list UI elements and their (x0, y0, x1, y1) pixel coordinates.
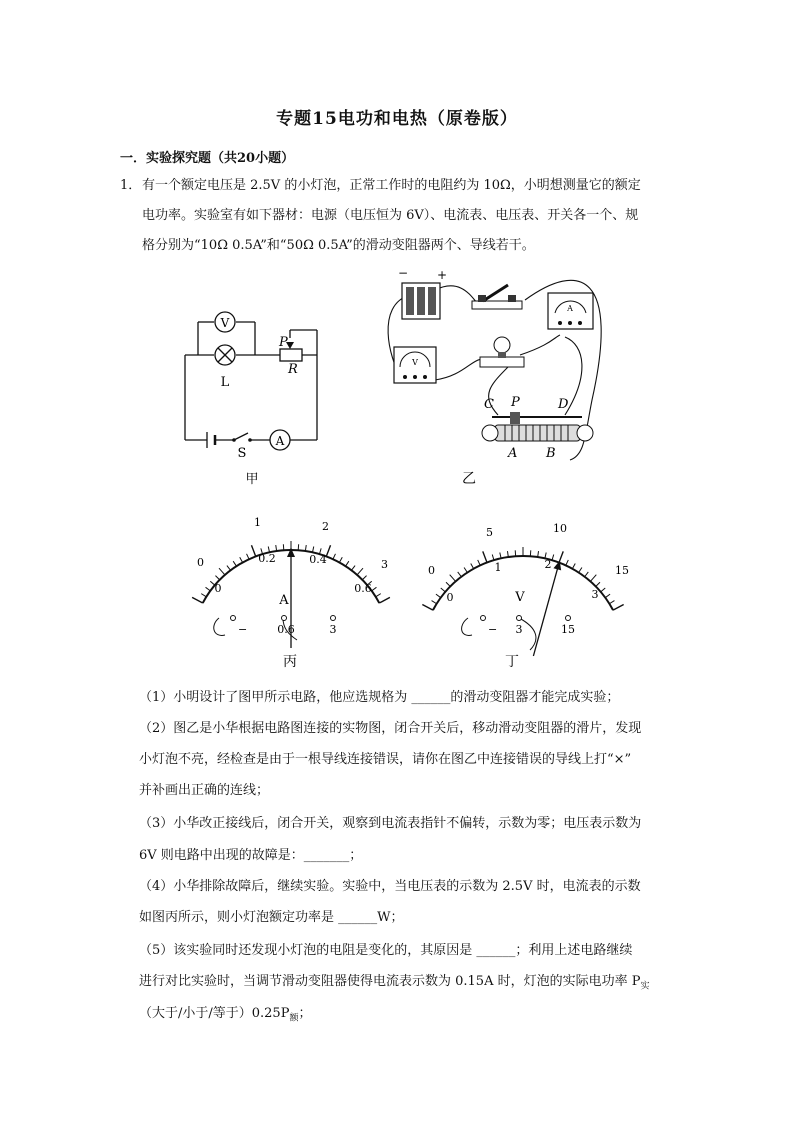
scale-tick (247, 554, 250, 559)
scale-tick (422, 604, 433, 610)
voltmeter-bottom-tick-3: 3 (591, 588, 599, 601)
part-3-line-2: 6V 则电路中出现的故障是：_______； (139, 848, 363, 863)
rheostat-C-label: C (484, 397, 494, 412)
resistor-label: R (288, 362, 298, 377)
scale-tick (613, 604, 624, 610)
ammeter-terminal-0.6: 0.6 (277, 623, 295, 636)
part-3-line-1: （3）小华改正接线后，闭合开关，观察到电流表指针不偏转，示数为零；电压表示数为 (139, 816, 642, 831)
scale-tick (609, 601, 614, 604)
scale-tick (192, 597, 203, 603)
scale-tick (346, 561, 349, 566)
voltmeter-top-tick-1: 5 (486, 526, 493, 539)
switch-label: S (237, 446, 247, 461)
scale-tick (596, 582, 600, 586)
part-2-line-3: 并补画出正确的连线； (139, 783, 270, 798)
scale-tick (219, 568, 225, 575)
lamp-label: L (220, 375, 230, 390)
scale-tick (326, 545, 330, 556)
scale-tick (492, 554, 494, 560)
rheostat-symbol (280, 349, 302, 361)
rheostat-A-label: A (508, 446, 518, 461)
knife-switch (472, 285, 522, 309)
scale-tick (206, 587, 211, 591)
scale-tick (483, 551, 487, 562)
voltmeter-label: V (220, 316, 230, 330)
voltmeter-needle (533, 561, 559, 656)
scale-tick (471, 563, 474, 568)
scale-tick (215, 576, 219, 580)
ammeter-unit: A (279, 593, 289, 608)
scale-tick (552, 554, 554, 560)
part-2-line-1: （2）图乙是小华根据电路图连接的实物图，闭合开关后，移动滑动变阻器的滑片，发现 (139, 721, 642, 736)
rheostat-device (482, 395, 593, 461)
scale-tick (372, 587, 377, 591)
physical-circuit-yi (380, 265, 620, 490)
scale-tick (432, 601, 437, 604)
ammeter-top-tick-1: 1 (254, 516, 261, 529)
voltmeter-device-label: V (412, 358, 418, 367)
ammeter-device-label: A (567, 304, 573, 313)
part-5-line-3 (139, 1002, 311, 1024)
scale-tick (590, 575, 596, 582)
scale-tick (240, 557, 243, 562)
battery-pack (398, 266, 447, 319)
section-heading: 一．实验探究题（共20小题） (120, 151, 295, 166)
figure-label-ding: 丁 (505, 654, 519, 670)
question-line-3: 格分别为“10Ω 0.5A”和“50Ω 0.5A”的滑动变阻器两个、导线若干。 (142, 238, 535, 253)
part-1: （1）小明设计了图甲所示电路，他应选规格为 ______的滑动变阻器才能完成实验； (139, 690, 620, 705)
scale-tick (376, 594, 381, 597)
ammeter-terminal-3: 3 (329, 623, 337, 636)
voltmeter-unit: V (515, 590, 525, 605)
part-4-line-1: （4）小华排除故障后，继续实验。实验中，当电压表的示数为 2.5V 时，电流表的示数 (139, 879, 641, 894)
ammeter-bottom-tick-2: 0.4 (309, 553, 327, 566)
ammeter-bottom-tick-1: 0.2 (258, 552, 276, 565)
scale-tick (339, 557, 342, 562)
scale-tick (441, 588, 446, 592)
rheostat-B-label: B (546, 446, 556, 461)
scale-tick (446, 582, 450, 586)
scale-tick (351, 566, 355, 571)
voltmeter-top-tick-3: 15 (615, 564, 629, 577)
switch-symbol (232, 433, 252, 442)
part-2-line-2: 小灯泡不亮，经检查是由于一根导线连接错误，请你在图乙中连接错误的导线上打“×” (139, 752, 632, 767)
lamp-holder (480, 337, 524, 367)
battery-minus-label: − (398, 266, 409, 280)
scale-tick (572, 563, 575, 568)
lamp-symbol (215, 345, 235, 365)
scale-tick (566, 560, 569, 565)
voltmeter-bottom-tick-1: 1 (494, 561, 502, 574)
voltmeter-dial-ding (420, 510, 640, 670)
figure-label-yi: 乙 (462, 471, 476, 487)
scale-tick (500, 553, 501, 559)
part-5-line-2 (139, 970, 650, 992)
scale-tick (450, 575, 456, 582)
scale-tick (233, 561, 236, 566)
page-title: 专题15电功和电热（原卷版） (276, 109, 518, 129)
voltmeter-terminal-neg: − (488, 623, 498, 636)
voltmeter-top-tick-0: 0 (428, 564, 435, 577)
scale-tick (458, 572, 462, 577)
part-5-line-1: （5）该实验同时还发现小灯泡的电阻是变化的，其原因是 ______；利用上述电路继续 (139, 943, 633, 958)
p-rated-subscript: 额 (289, 1013, 299, 1024)
p-actual-subscript: 实 (640, 981, 650, 992)
scale-tick (585, 572, 589, 577)
scale-tick (251, 545, 255, 556)
scale-tick (601, 588, 606, 592)
ammeter-terminal-neg: − (238, 623, 248, 636)
scale-tick (436, 594, 441, 598)
voltmeter-terminal-3: 3 (515, 623, 523, 636)
scale-tick (464, 567, 467, 572)
rheostat-D-label: D (558, 397, 569, 412)
ammeter-bottom-tick-3: 0.6 (354, 582, 372, 595)
scale-tick (579, 567, 582, 572)
figure-label-jia: 甲 (245, 472, 259, 487)
rheostat-P-label: P (511, 395, 520, 410)
battery-symbol (207, 432, 215, 448)
scale-tick (312, 546, 313, 552)
scale-tick (201, 594, 206, 597)
voltmeter-bottom-tick-0: 0 (446, 591, 454, 604)
battery-plus-label: + (437, 268, 448, 282)
part-5-line-3-end: ； (298, 1006, 312, 1021)
circuit-diagram-jia (170, 300, 340, 490)
ammeter-device (548, 293, 593, 329)
ammeter-top-tick-2: 2 (322, 520, 329, 533)
scale-tick (605, 594, 610, 598)
scale-tick (227, 566, 231, 571)
question-line-2: 电功率。实验室有如下器材：电源（电压恒为 6V）、电流表、电压表、开关各一个、规 (142, 208, 639, 223)
part-4-line-2: 如图丙所示，则小灯泡额定功率是 ______W； (139, 910, 404, 925)
voltmeter-top-tick-2: 10 (553, 522, 567, 535)
part-5-line-2-text: 进行对比实验时，当调节滑动变阻器使得电流表示数为 0.15A 时，灯泡的实际电功率 P (139, 974, 641, 989)
ammeter-bottom-tick-0: 0 (214, 582, 222, 595)
question-line-1: 有一个额定电压是 2.5V 的小灯泡，正常工作时的电阻约为 10Ω，小明想测量它的额定 (142, 178, 641, 193)
ammeter-label: A (275, 434, 285, 448)
scale-tick (362, 576, 366, 580)
figure-label-bing: 丙 (283, 654, 297, 670)
slider-label: P (279, 335, 288, 350)
ammeter-top-tick-3: 3 (381, 558, 388, 571)
part-5-line-3-text: （大于/小于/等于）0.25P (139, 1006, 290, 1021)
scale-tick (357, 568, 363, 575)
voltmeter-device (394, 347, 436, 383)
scale-tick (379, 597, 390, 603)
scale-tick (478, 560, 481, 565)
question-number: 1． (120, 178, 142, 193)
scale-tick (333, 554, 336, 559)
voltmeter-bottom-tick-2: 2 (544, 558, 552, 571)
voltmeter-terminal-15: 15 (561, 623, 575, 636)
ammeter-dial-bing (185, 510, 405, 670)
ammeter-top-tick-0: 0 (197, 556, 204, 569)
